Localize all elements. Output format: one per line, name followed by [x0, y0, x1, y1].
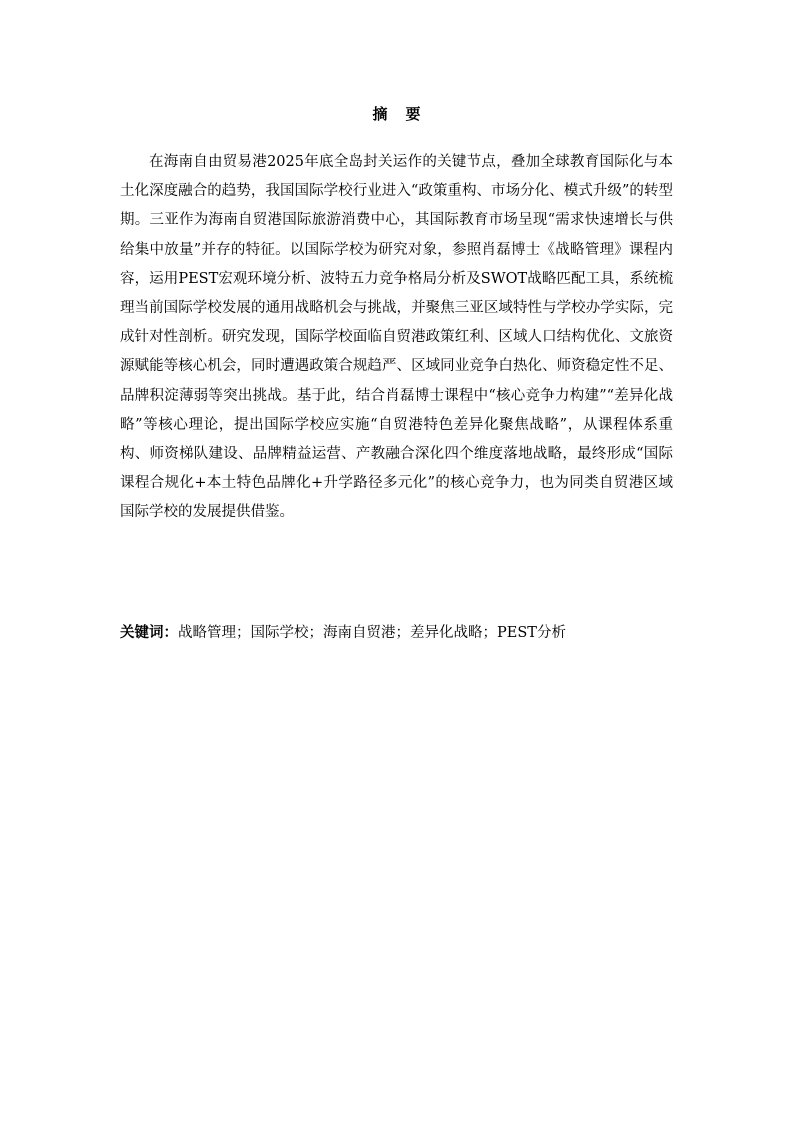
keywords-value: 战略管理；国际学校；海南自贸港；差异化战略；PEST分析: [178, 625, 566, 641]
abstract-paragraph: 在海南自由贸易港2025年底全岛封关运作的关键节点，叠加全球教育国际化与本土化深度融合的趋势，我国国际学校行业进入“政策重构、市场分化、模式升级”的转型期。三亚作为海南自贸港国际旅游消费中心，其国际教育市场呈现“需求快速增长与供给集中放量”并存的特征。以国际学校为研究对象，参照肖磊博士《战略管理》课程内容，运用PEST宏观环境分析、波特五力竞争格局分析及SWOT战略匹配工具，系统梳理当前国际学校发展的通用战略机会与挑战，并聚焦三亚区域特性与学校办学实际，完成针对性剖析。研究发现，国际学校面临自贸港政策红利、区域人口结构优化、文旅资源赋能等核心机会，同时遭遇政策合规趋严、区域同业竞争白热化、师资稳定性不足、品牌积淀薄弱等突出挑战。基于此，结合肖磊博士课程中“核心竞争力构建”“差异化战略”等核心理论，提出国际学校应实施“自贸港特色差异化聚焦战略”，从课程体系重构、师资梯队建设、品牌精益运营、产教融合深化四个维度落地战略，最终形成“国际课程合规化+本土特色品牌化+升学路径多元化”的核心竞争力，也为同类自贸港区域国际学校的发展提供借鉴。: [120, 154, 673, 521]
keywords-line: [120, 620, 673, 646]
abstract-title: 摘要: [372, 105, 439, 123]
keywords-label: 关键词：: [120, 624, 178, 641]
